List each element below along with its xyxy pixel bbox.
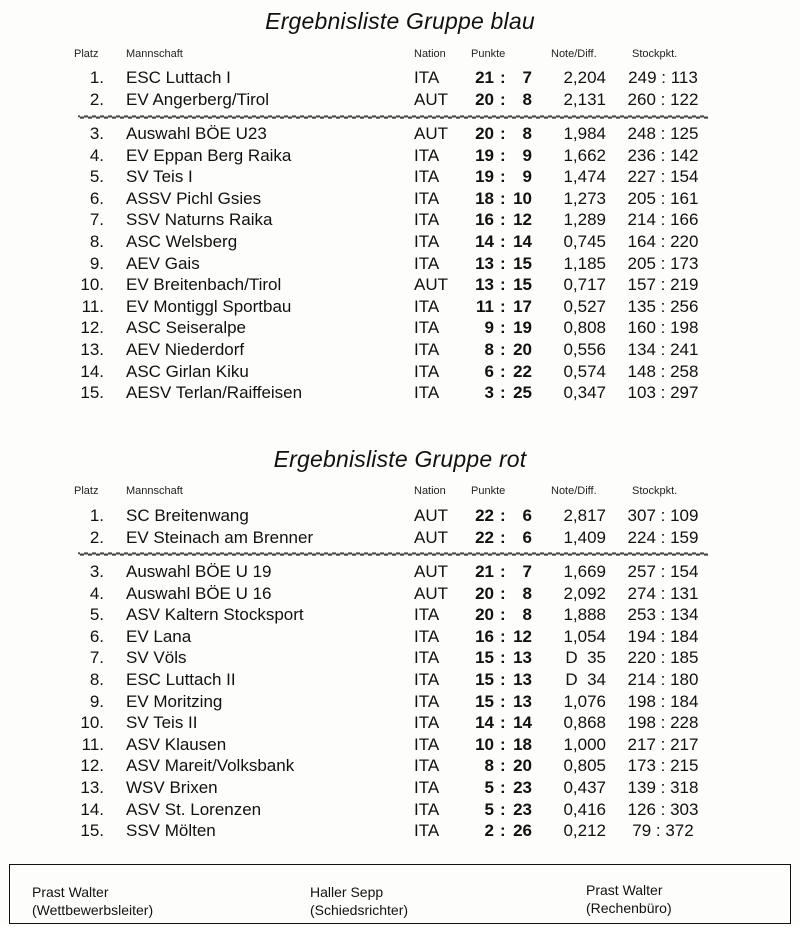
- nation-cell: ITA: [414, 756, 440, 776]
- header-team: Mannschaft: [126, 48, 183, 60]
- table-row: [0, 506, 800, 528]
- note-cell: 0,805: [563, 756, 606, 776]
- stock-points-cell: 205 : 161: [627, 188, 699, 208]
- points-colon: :: [500, 361, 506, 381]
- nation-cell: ITA: [414, 799, 440, 819]
- note-cell: 2,131: [563, 89, 606, 109]
- stock-points-cell: 79 : 372: [632, 821, 694, 841]
- points-won-cell: 21: [475, 68, 494, 87]
- stock-points-cell: 236 : 142: [627, 145, 699, 165]
- stock-points-cell: 249 : 113: [628, 68, 698, 87]
- rank-cell: 3.: [89, 562, 104, 581]
- points-colon: :: [500, 383, 506, 403]
- signature-referee: [310, 883, 408, 919]
- table-row: [0, 68, 800, 90]
- team-cell: SSV Mölten: [126, 821, 216, 841]
- points-won-cell: 13: [475, 253, 494, 273]
- nation-cell: ITA: [414, 210, 440, 230]
- rank-cell: 1.: [89, 68, 104, 87]
- stock-points-cell: 205 : 173: [627, 253, 699, 273]
- header-note: Note/Diff.: [551, 485, 597, 497]
- points-lost-cell: 15: [513, 275, 532, 295]
- nation-cell: AUT: [414, 89, 448, 109]
- points-won-cell: 2: [484, 821, 494, 841]
- nation-cell: ITA: [414, 361, 440, 381]
- stock-points-cell: 248 : 125: [627, 124, 699, 143]
- nation-cell: AUT: [414, 562, 448, 581]
- nation-cell: AUT: [414, 583, 448, 603]
- note-cell: 1,669: [563, 562, 606, 581]
- signature-role: (Rechenbüro): [586, 900, 672, 916]
- points-lost-cell: 12: [513, 210, 532, 230]
- note-cell: 0,527: [563, 296, 606, 316]
- table-row: [0, 713, 800, 735]
- points-lost-cell: 13: [513, 648, 532, 668]
- points-lost-cell: 20: [513, 756, 532, 776]
- rank-cell: 12.: [80, 756, 104, 776]
- points-won-cell: 22: [475, 527, 494, 547]
- stock-points-cell: 198 : 184: [627, 691, 699, 711]
- note-cell: 0,556: [563, 340, 606, 359]
- points-lost-cell: 25: [513, 383, 532, 403]
- team-cell: AEV Niederdorf: [126, 340, 245, 359]
- points-won-cell: 9: [484, 318, 494, 338]
- nation-cell: ITA: [414, 68, 440, 87]
- points-colon: :: [500, 232, 506, 251]
- team-cell: ESC Luttach I: [126, 68, 231, 87]
- stock-points-cell: 198 : 228: [627, 713, 699, 733]
- rank-cell: 5.: [89, 167, 104, 187]
- points-won-cell: 15: [475, 648, 494, 668]
- nation-cell: ITA: [414, 383, 440, 403]
- points-colon: :: [500, 713, 506, 733]
- points-colon: :: [500, 691, 506, 711]
- note-cell: 0,416: [563, 799, 606, 819]
- nation-cell: ITA: [414, 713, 440, 733]
- table-row: [0, 627, 800, 649]
- points-won-cell: 11: [476, 296, 494, 316]
- note-cell: 1,289: [563, 210, 606, 230]
- team-cell: SV Teis I: [126, 167, 193, 187]
- points-lost-cell: 13: [513, 691, 532, 711]
- header-stock: Stockpkt.: [632, 485, 678, 497]
- points-lost-cell: 23: [513, 778, 532, 797]
- team-cell: SC Breitenwang: [126, 506, 249, 525]
- points-lost-cell: 19: [513, 318, 532, 338]
- points-won-cell: 5: [484, 778, 494, 797]
- stock-points-cell: 260 : 122: [627, 89, 699, 109]
- qualification-separator: [78, 114, 708, 120]
- team-cell: SSV Naturns Raika: [126, 210, 273, 230]
- rank-cell: 15.: [80, 821, 104, 841]
- nation-cell: ITA: [414, 626, 440, 646]
- header-team: Mannschaft: [126, 485, 183, 497]
- rank-cell: 13.: [80, 340, 104, 359]
- stock-points-cell: 103 : 297: [627, 383, 699, 403]
- points-won-cell: 5: [484, 799, 494, 819]
- header-nation: Nation: [414, 48, 446, 60]
- team-cell: ASV Mareit/Volksbank: [126, 756, 295, 776]
- points-colon: :: [500, 340, 506, 359]
- team-cell: SV Völs: [126, 648, 187, 668]
- rank-cell: 11.: [81, 296, 104, 316]
- note-cell: 2,817: [563, 506, 606, 525]
- points-lost-cell: 13: [513, 670, 532, 689]
- note-cell: 0,574: [563, 361, 606, 381]
- team-cell: EV Eppan Berg Raika: [126, 145, 292, 165]
- table-row: [0, 800, 800, 822]
- note-cell: 1,409: [563, 527, 606, 547]
- table-row: [0, 670, 800, 692]
- table-row: [0, 821, 800, 843]
- team-cell: ASSV Pichl Gsies: [126, 188, 262, 208]
- team-cell: ASV Klausen: [126, 734, 227, 754]
- rank-cell: 8.: [89, 232, 104, 251]
- stock-points-cell: 217 : 217: [627, 734, 699, 754]
- table-row: [0, 146, 800, 168]
- stock-points-cell: 253 : 134: [627, 605, 699, 625]
- nation-cell: ITA: [414, 253, 440, 273]
- points-lost-cell: 18: [513, 734, 532, 754]
- team-cell: ESC Luttach II: [126, 670, 236, 689]
- rank-cell: 1.: [89, 506, 104, 525]
- table-row: [0, 528, 800, 550]
- points-won-cell: 8: [484, 756, 494, 776]
- points-colon: :: [500, 583, 506, 603]
- points-colon: :: [500, 670, 506, 689]
- team-cell: Auswahl BÖE U 19: [126, 562, 272, 581]
- stock-points-cell: 224 : 159: [627, 527, 699, 547]
- points-lost-cell: 22: [513, 361, 532, 381]
- nation-cell: ITA: [414, 648, 440, 668]
- signature-calculation-office: [586, 881, 672, 917]
- team-cell: EV Montiggl Sportbau: [126, 296, 292, 316]
- stock-points-cell: 214 : 180: [627, 670, 699, 689]
- note-cell: 0,868: [563, 713, 606, 733]
- table-row: [0, 167, 800, 189]
- header-stock: Stockpkt.: [632, 48, 678, 60]
- team-cell: EV Angerberg/Tirol: [126, 89, 269, 109]
- stock-points-cell: 148 : 258: [627, 361, 699, 381]
- points-colon: :: [500, 605, 506, 625]
- team-cell: AESV Terlan/Raiffeisen: [126, 383, 303, 403]
- points-won-cell: 15: [475, 691, 494, 711]
- points-won-cell: 10: [475, 734, 494, 754]
- points-won-cell: 19: [475, 167, 494, 187]
- signature-box: [9, 864, 791, 924]
- points-won-cell: 22: [475, 506, 494, 525]
- signature-name: Prast Walter: [586, 882, 663, 898]
- table-row: [0, 232, 800, 254]
- nation-cell: ITA: [414, 167, 440, 187]
- team-cell: ASV Kaltern Stocksport: [126, 605, 304, 625]
- points-lost-cell: 26: [513, 821, 532, 841]
- points-won-cell: 19: [475, 145, 494, 165]
- rank-cell: 4.: [89, 145, 104, 165]
- rank-cell: 6.: [89, 626, 104, 646]
- header-platz: Platz: [74, 485, 99, 497]
- nation-cell: ITA: [414, 232, 440, 251]
- note-cell: 1,000: [563, 734, 606, 754]
- points-colon: :: [500, 734, 506, 754]
- table-row: [0, 562, 800, 584]
- rank-cell: 12.: [80, 318, 104, 338]
- team-cell: EV Breitenbach/Tirol: [126, 275, 282, 295]
- points-colon: :: [500, 188, 506, 208]
- team-cell: EV Moritzing: [126, 691, 223, 711]
- points-lost-cell: 17: [513, 296, 532, 316]
- table-row: [0, 318, 800, 340]
- points-colon: :: [500, 648, 506, 668]
- header-nation: Nation: [414, 485, 446, 497]
- points-won-cell: 3: [484, 383, 494, 403]
- points-won-cell: 8: [484, 340, 494, 359]
- note-cell: 0,808: [563, 318, 606, 338]
- rank-cell: 5.: [89, 605, 104, 625]
- table-row: [0, 648, 800, 670]
- note-cell: 0,437: [563, 778, 606, 797]
- stock-points-cell: 274 : 131: [627, 583, 699, 603]
- group-title: Ergebnisliste Gruppe rot: [273, 446, 527, 472]
- points-won-cell: 20: [475, 89, 494, 109]
- points-colon: :: [500, 275, 506, 295]
- table-row: [0, 605, 800, 627]
- stock-points-cell: 135 : 256: [627, 296, 699, 316]
- points-lost-cell: 7: [522, 562, 532, 581]
- note-cell: 1,888: [563, 605, 606, 625]
- team-cell: ASV St. Lorenzen: [126, 799, 262, 819]
- team-cell: ASC Girlan Kiku: [126, 361, 249, 381]
- table-row: [0, 735, 800, 757]
- note-cell: 2,204: [563, 68, 606, 87]
- points-colon: :: [500, 210, 506, 230]
- points-won-cell: 14: [475, 713, 494, 733]
- points-lost-cell: 8: [522, 89, 532, 109]
- note-cell: 1,662: [563, 145, 606, 165]
- team-cell: SV Teis II: [126, 713, 198, 733]
- table-row: [0, 210, 800, 232]
- rank-cell: 3.: [89, 124, 104, 143]
- points-lost-cell: 8: [522, 583, 532, 603]
- nation-cell: AUT: [414, 527, 448, 547]
- points-lost-cell: 8: [522, 124, 532, 143]
- stock-points-cell: 227 : 154: [627, 167, 699, 187]
- points-lost-cell: 10: [513, 188, 532, 208]
- points-colon: :: [500, 296, 506, 316]
- signature-role: (Wettbewerbsleiter): [32, 902, 154, 918]
- points-won-cell: 21: [475, 562, 494, 581]
- note-cell: D 34: [565, 670, 606, 689]
- nation-cell: ITA: [414, 605, 440, 625]
- table-row: [0, 90, 800, 112]
- table-row: [0, 297, 800, 319]
- stock-points-cell: 214 : 166: [627, 210, 699, 230]
- points-lost-cell: 6: [522, 506, 532, 525]
- table-row: [0, 383, 800, 405]
- nation-cell: AUT: [414, 124, 448, 143]
- points-colon: :: [500, 506, 506, 525]
- note-cell: 1,273: [563, 188, 606, 208]
- header-punkte: Punkte: [471, 48, 506, 60]
- points-lost-cell: 14: [513, 713, 532, 733]
- points-colon: :: [500, 562, 506, 581]
- note-cell: 1,984: [563, 124, 606, 143]
- points-won-cell: 16: [475, 210, 494, 230]
- stock-points-cell: 220 : 185: [627, 648, 699, 668]
- rank-cell: 6.: [89, 188, 104, 208]
- team-cell: ASC Seiseralpe: [126, 318, 247, 338]
- points-won-cell: 18: [475, 188, 494, 208]
- nation-cell: ITA: [414, 145, 440, 165]
- points-colon: :: [500, 527, 506, 547]
- stock-points-cell: 160 : 198: [627, 318, 699, 338]
- rank-cell: 10.: [80, 275, 104, 295]
- points-won-cell: 14: [475, 232, 494, 251]
- table-row: [0, 584, 800, 606]
- points-lost-cell: 6: [522, 527, 532, 547]
- table-row: [0, 756, 800, 778]
- points-colon: :: [500, 167, 506, 187]
- note-cell: D 35: [565, 648, 606, 668]
- points-won-cell: 16: [475, 626, 494, 646]
- nation-cell: ITA: [414, 778, 440, 797]
- signature-name: Haller Sepp: [310, 884, 384, 900]
- points-lost-cell: 8: [522, 605, 532, 625]
- stock-points-cell: 307 : 109: [627, 506, 699, 525]
- points-colon: :: [500, 778, 506, 797]
- table-row: [0, 362, 800, 384]
- points-won-cell: 20: [475, 605, 494, 625]
- points-colon: :: [500, 89, 506, 109]
- team-cell: AEV Gais: [126, 253, 200, 273]
- points-lost-cell: 20: [513, 340, 532, 359]
- points-lost-cell: 12: [513, 626, 532, 646]
- table-row: [0, 254, 800, 276]
- note-cell: 1,185: [563, 253, 606, 273]
- points-colon: :: [500, 821, 506, 841]
- points-won-cell: 20: [475, 583, 494, 603]
- rank-cell: 14.: [80, 361, 104, 381]
- rank-cell: 8.: [89, 670, 104, 689]
- points-won-cell: 13: [475, 275, 494, 295]
- note-cell: 0,212: [563, 821, 606, 841]
- team-cell: WSV Brixen: [126, 778, 218, 797]
- note-cell: 2,092: [563, 583, 606, 603]
- nation-cell: AUT: [414, 275, 448, 295]
- note-cell: 0,347: [563, 383, 606, 403]
- rank-cell: 9.: [89, 691, 104, 711]
- rank-cell: 2.: [89, 527, 104, 547]
- rank-cell: 2.: [89, 89, 104, 109]
- points-colon: :: [500, 756, 506, 776]
- rank-cell: 13.: [80, 778, 104, 797]
- points-lost-cell: 9: [522, 167, 532, 187]
- stock-points-cell: 194 : 184: [627, 626, 699, 646]
- note-cell: 0,717: [563, 275, 606, 295]
- table-row: [0, 340, 800, 362]
- nation-cell: ITA: [414, 318, 440, 338]
- points-lost-cell: 7: [522, 68, 532, 87]
- team-cell: EV Steinach am Brenner: [126, 527, 314, 547]
- stock-points-cell: 126 : 303: [627, 799, 699, 819]
- points-lost-cell: 15: [513, 253, 532, 273]
- stock-points-cell: 173 : 215: [627, 756, 699, 776]
- team-cell: EV Lana: [126, 626, 192, 646]
- points-won-cell: 6: [484, 361, 494, 381]
- stock-points-cell: 257 : 154: [627, 562, 699, 581]
- points-colon: :: [500, 68, 506, 87]
- table-row: [0, 692, 800, 714]
- stock-points-cell: 134 : 241: [627, 340, 699, 359]
- points-colon: :: [500, 799, 506, 819]
- team-cell: Auswahl BÖE U23: [126, 124, 267, 143]
- nation-cell: ITA: [414, 691, 440, 711]
- stock-points-cell: 164 : 220: [627, 232, 699, 251]
- points-lost-cell: 14: [513, 232, 532, 251]
- team-cell: ASC Welsberg: [126, 232, 238, 251]
- rank-cell: 14.: [80, 799, 104, 819]
- points-won-cell: 20: [475, 124, 494, 143]
- header-note: Note/Diff.: [551, 48, 597, 60]
- rank-cell: 10.: [80, 713, 104, 733]
- qualification-separator: [78, 551, 708, 557]
- header-punkte: Punkte: [471, 485, 506, 497]
- points-colon: :: [500, 318, 506, 338]
- nation-cell: ITA: [414, 340, 440, 359]
- signature-role: (Schiedsrichter): [310, 902, 409, 918]
- note-cell: 0,745: [563, 232, 606, 251]
- note-cell: 1,076: [563, 691, 606, 711]
- stock-points-cell: 139 : 318: [627, 778, 699, 797]
- points-colon: :: [500, 253, 506, 273]
- rank-cell: 15.: [80, 383, 104, 403]
- rank-cell: 11.: [81, 734, 104, 754]
- table-row: [0, 275, 800, 297]
- signature-name: Prast Walter: [32, 884, 109, 900]
- points-lost-cell: 23: [513, 799, 532, 819]
- table-row: [0, 778, 800, 800]
- rank-cell: 7.: [89, 210, 104, 230]
- nation-cell: AUT: [414, 506, 448, 525]
- nation-cell: ITA: [414, 670, 440, 689]
- note-cell: 1,054: [563, 626, 606, 646]
- nation-cell: ITA: [414, 188, 440, 208]
- nation-cell: ITA: [414, 821, 440, 841]
- note-cell: 1,474: [563, 167, 606, 187]
- stock-points-cell: 157 : 219: [627, 275, 699, 295]
- points-lost-cell: 9: [522, 145, 532, 165]
- points-colon: :: [500, 124, 506, 143]
- group-title: Ergebnisliste Gruppe blau: [265, 8, 535, 34]
- points-won-cell: 15: [475, 670, 494, 689]
- nation-cell: ITA: [414, 734, 440, 754]
- points-colon: :: [500, 626, 506, 646]
- rank-cell: 4.: [89, 583, 104, 603]
- rank-cell: 9.: [89, 253, 104, 273]
- header-platz: Platz: [74, 48, 99, 60]
- table-row: [0, 189, 800, 211]
- signature-competition-director: [32, 883, 153, 919]
- team-cell: Auswahl BÖE U 16: [126, 583, 272, 603]
- table-row: [0, 124, 800, 146]
- nation-cell: ITA: [414, 296, 440, 316]
- rank-cell: 7.: [89, 648, 104, 668]
- points-colon: :: [500, 145, 506, 165]
